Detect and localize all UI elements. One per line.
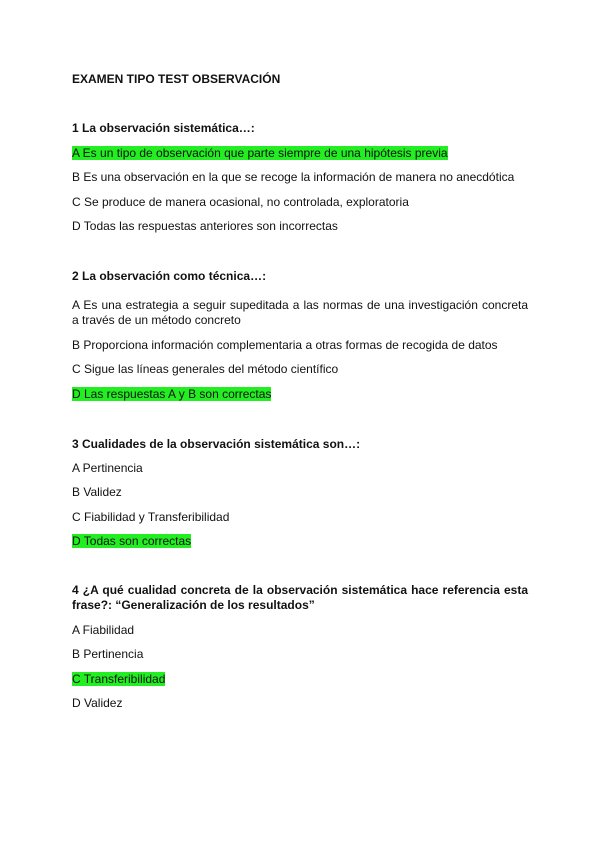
question-1-option-a <box>72 146 528 161</box>
question-4-option-c <box>72 672 528 687</box>
question-2-option-c: C Sigue las líneas generales del método científico <box>72 362 339 376</box>
correct-answer-highlight: D Las respuestas A y B son correctas <box>72 387 272 401</box>
exam-page <box>72 0 528 848</box>
exam-title: EXAMEN TIPO TEST OBSERVACIÓN <box>72 72 281 86</box>
question-2-option-d <box>72 387 528 402</box>
correct-answer-highlight: D Todas son correctas <box>72 534 192 548</box>
question-3-option-c: C Fiabilidad y Transferibilidad <box>72 510 230 524</box>
question-3-option-d <box>72 534 528 549</box>
question-4: 4 ¿A qué cualidad concreta de la observación sistemática hace referencia esta frase?: “Generalización de los resultados” <box>72 583 528 612</box>
question-2-option-a: A Es una estrategia a seguir supeditada a las normas de una investigación concreta a través de un método concreto <box>72 298 528 327</box>
question-3-option-b: B Validez <box>72 485 122 499</box>
question-1: 1 La observación sistemática…: <box>72 121 255 135</box>
question-4-option-a: A Fiabilidad <box>72 623 135 637</box>
question-3: 3 Cualidades de la observación sistemática son…: <box>72 437 361 451</box>
question-1-option-d: D Todas las respuestas anteriores son incorrectas <box>72 219 338 233</box>
correct-answer-highlight: C Transferibilidad <box>72 672 166 686</box>
question-4-option-d: D Validez <box>72 696 123 710</box>
question-2-option-b: B Proporciona información complementaria a otras formas de recogida de datos <box>72 338 498 352</box>
question-1-option-c: C Se produce de manera ocasional, no controlada, exploratoria <box>72 195 409 209</box>
question-2: 2 La observación como técnica…: <box>72 269 267 283</box>
question-1-option-b: B Es una observación en la que se recoge la información de manera no anecdótica <box>72 170 515 184</box>
question-3-option-a: A Pertinencia <box>72 461 143 475</box>
correct-answer-highlight: A Es un tipo de observación que parte siempre de una hipótesis previa <box>72 146 448 160</box>
question-4-option-b: B Pertinencia <box>72 647 144 661</box>
